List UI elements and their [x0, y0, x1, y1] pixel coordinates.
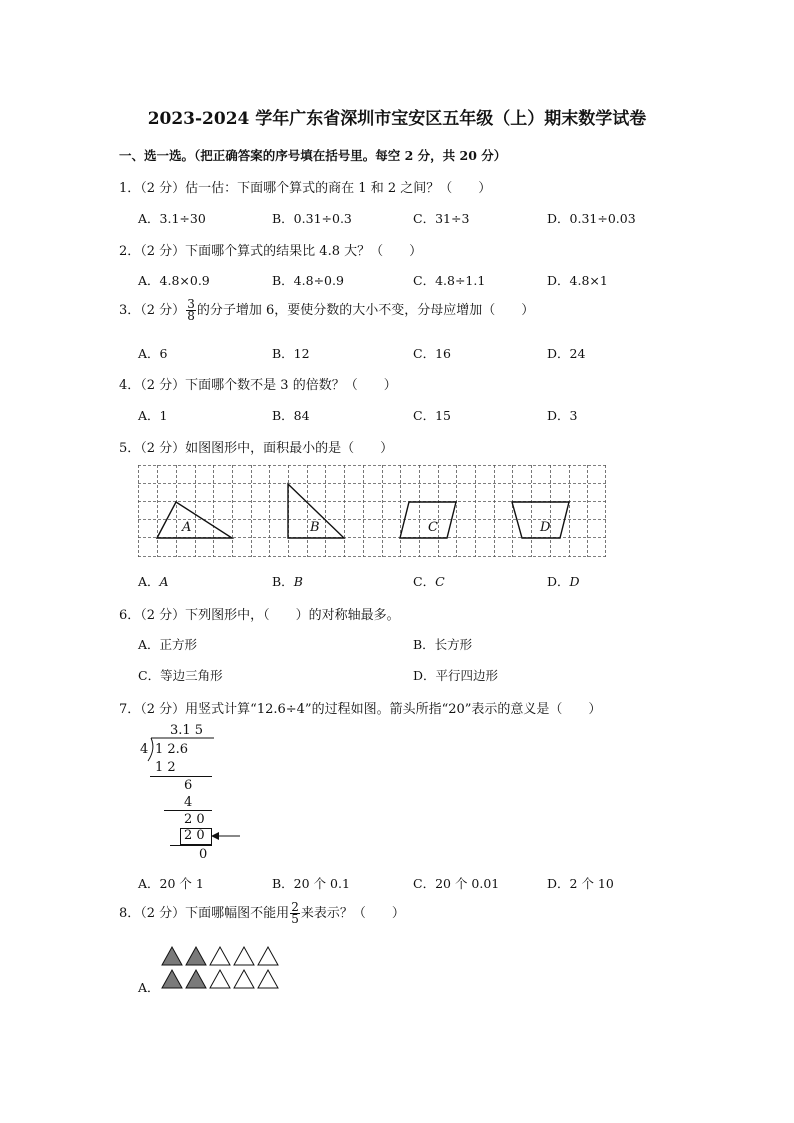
- figure-label-c: C: [428, 520, 438, 535]
- q3-option-a: A．6: [138, 346, 168, 361]
- division-step-5: 2 0: [184, 828, 205, 843]
- division-line-3: [170, 845, 212, 846]
- q4-option-b: B．84: [272, 408, 310, 423]
- q3-frac-denominator: 8: [187, 309, 195, 323]
- triangles-figure: [160, 944, 282, 992]
- question-6: 6．（2 分）下列图形中，（ ）的对称轴最多。: [119, 608, 400, 623]
- q1-option-d: D．0.31÷0.03: [547, 211, 636, 226]
- q6-option-d: D．平行四边形: [413, 668, 499, 683]
- division-line-2: [164, 810, 212, 811]
- shaded-triangle: [186, 947, 206, 965]
- q3-option-d: D．24: [547, 346, 586, 361]
- shaded-triangle: [162, 947, 182, 965]
- question-8: [119, 902, 405, 925]
- q7-option-c: C．20 个 0.01: [413, 876, 500, 891]
- question-4: 4．（2 分）下面哪个数不是 3 的倍数？（ ）: [119, 378, 397, 393]
- q5-option-a: A．A: [138, 574, 169, 589]
- q4-option-c: C．15: [413, 408, 451, 423]
- q5-option-b: B．B: [272, 574, 303, 589]
- q8-frac-denominator: 5: [291, 912, 299, 926]
- division-quotient: 3.1 5: [170, 723, 204, 738]
- division-remainder: 0: [199, 847, 208, 862]
- question-2: 2．（2 分）下面哪个算式的结果比 4.8 大？（ ）: [119, 244, 423, 259]
- division-bracket: [138, 737, 218, 763]
- q6-option-a: A．正方形: [138, 637, 198, 652]
- q4-option-d: D．3: [547, 408, 578, 423]
- highlight-box: [180, 828, 212, 845]
- q2-option-c: C．4.8÷1.1: [413, 273, 486, 288]
- q8-frac-numerator: 2: [291, 900, 299, 914]
- q7-option-b: B．20 个 0.1: [272, 876, 350, 891]
- q3-option-c: C．16: [413, 346, 451, 361]
- figure-label-b: B: [310, 520, 320, 535]
- shaded-triangle: [162, 970, 182, 988]
- q8-fraction: [290, 902, 300, 925]
- division-step-3: 4: [184, 795, 193, 810]
- q2-option-a: A．4.8×0.9: [138, 273, 210, 288]
- triangle-a: [157, 502, 232, 538]
- division-step-2: 6: [184, 778, 193, 793]
- q5-option-d: D．D: [547, 574, 580, 589]
- q6-option-c: C．等边三角形: [138, 668, 223, 683]
- page-title: 2023-2024 学年广东省深圳市宝安区五年级（上）期末数学试卷: [147, 109, 647, 129]
- q1-option-a: A．3.1÷30: [138, 211, 206, 226]
- division-dividend: 1 2.6: [155, 742, 189, 757]
- q3-suffix: 的分子增加 6，要使分数的大小不变，分母应增加（ ）: [196, 303, 535, 318]
- grid-figure: [138, 465, 608, 559]
- division-line-1: [150, 776, 212, 777]
- dotted-grid: [138, 465, 606, 557]
- q7-option-d: D．2 个 10: [547, 876, 614, 891]
- q7-option-a: A．20 个 1: [138, 876, 204, 891]
- q8-option-a: A．: [138, 980, 160, 995]
- division-step-1: 1 2: [155, 760, 176, 775]
- empty-triangle: [258, 947, 278, 965]
- section-heading: 一、选一选。（把正确答案的序号填在括号里。每空 2 分，共 20 分）: [119, 148, 507, 163]
- question-7: 7．（2 分）用竖式计算“12.6÷4”的过程如图。箭头所指“20”表示的意义是（ ）: [119, 702, 602, 717]
- figure-label-a: A: [182, 520, 192, 535]
- empty-triangle: [210, 947, 230, 965]
- question-5: 5．（2 分）如图图形中，面积最小的是（ ）: [119, 441, 394, 456]
- empty-triangle: [234, 947, 254, 965]
- q3-option-b: B．12: [272, 346, 310, 361]
- q8-prefix: 8．（2 分）下面哪幅图不能用: [119, 906, 290, 921]
- q2-option-d: D．4.8×1: [547, 273, 608, 288]
- q2-option-b: B．4.8÷0.9: [272, 273, 344, 288]
- q4-option-a: A．1: [138, 408, 168, 423]
- q5-option-c: C．C: [413, 574, 445, 589]
- q3-fraction: [186, 299, 196, 322]
- division-step-4: 2 0: [184, 812, 205, 827]
- empty-triangle: [210, 970, 230, 988]
- arrow-left-icon: [210, 828, 242, 844]
- q3-frac-numerator: 3: [187, 297, 195, 311]
- q6-option-b: B．长方形: [413, 637, 473, 652]
- question-1: 1．（2 分）估一估：下面哪个算式的商在 1 和 2 之间？（ ）: [119, 181, 492, 196]
- q1-option-c: C．31÷3: [413, 211, 470, 226]
- empty-triangle: [234, 970, 254, 988]
- division-divisor: 4: [140, 742, 149, 757]
- q8-suffix: 来表示？（ ）: [300, 906, 405, 921]
- q3-prefix: 3．（2 分）: [119, 303, 186, 318]
- figure-label-d: D: [540, 520, 551, 535]
- question-3: [119, 299, 534, 322]
- empty-triangle: [258, 970, 278, 988]
- q1-option-b: B．0.31÷0.3: [272, 211, 352, 226]
- shaded-triangle: [186, 970, 206, 988]
